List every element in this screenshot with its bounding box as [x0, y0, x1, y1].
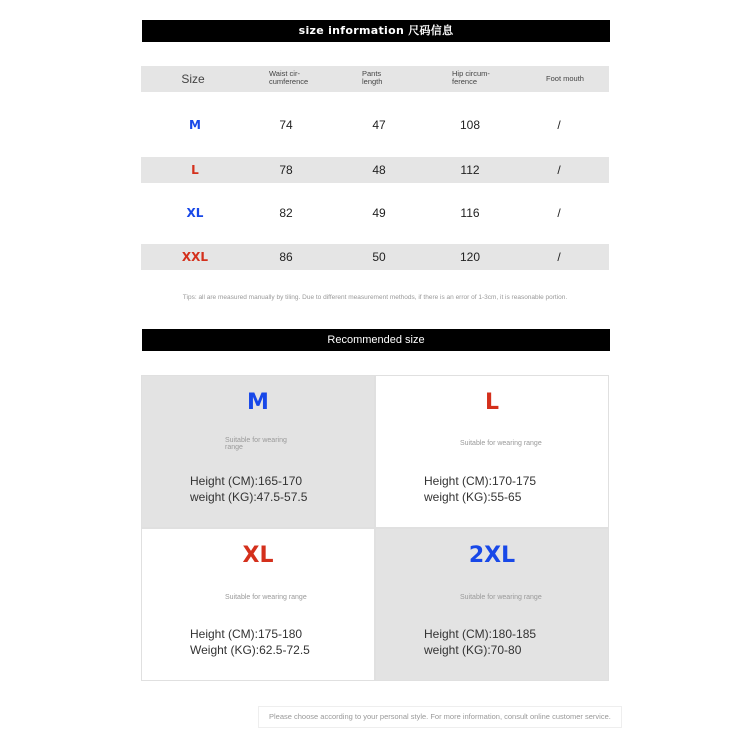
recommend-card-l [375, 375, 609, 528]
cell-hip: 108 [459, 118, 481, 132]
suitable-label: Suitable for wearing range [460, 440, 542, 447]
height-range: Height (CM):170-175 [424, 474, 537, 488]
cell-size: M [189, 118, 201, 132]
recommend-card-m [141, 375, 375, 528]
table-header [141, 66, 609, 92]
table-row [141, 112, 609, 138]
cell-pants: 49 [372, 206, 386, 220]
cell-foot: / [557, 206, 561, 220]
header-hip: Hip circum-ference [452, 69, 490, 86]
suitable-label: Suitable for wearing range [460, 594, 542, 601]
size-label: M [247, 390, 269, 415]
weight-range: Weight (KG):62.5-72.5 [190, 643, 310, 657]
size-information-title: size information 尺码信息 [142, 20, 610, 42]
height-range: Height (CM):180-185 [424, 627, 537, 641]
cell-waist: 86 [279, 250, 293, 264]
cell-foot: / [557, 250, 561, 264]
weight-range: weight (KG):47.5-57.5 [190, 490, 308, 504]
cell-hip: 112 [460, 163, 480, 177]
cell-waist: 82 [279, 206, 293, 220]
cell-pants: 47 [372, 118, 386, 132]
cell-size: XXL [181, 250, 209, 264]
header-pants: Pants length [362, 69, 383, 86]
table-row [141, 244, 609, 270]
recommended-size-title: Recommended size [142, 329, 610, 351]
cell-hip: 120 [459, 250, 481, 264]
cell-hip: 116 [460, 206, 480, 220]
range-info [424, 473, 536, 505]
size-label: XL [242, 543, 274, 568]
range-info [424, 626, 536, 658]
header-size: Size [181, 72, 205, 86]
cell-pants: 50 [372, 250, 386, 264]
header-foot: Foot mouth [546, 74, 584, 83]
table-row [141, 200, 609, 226]
weight-range: weight (KG):55-65 [424, 490, 522, 504]
header-waist: Waist cir-cumference [269, 69, 309, 86]
cell-foot: / [557, 118, 561, 132]
range-info [190, 473, 307, 505]
size-label: 2XL [468, 543, 516, 568]
footer-note: Please choose according to your personal style. For more information, consult online customer service. [258, 706, 622, 728]
suitable-label: Suitable for wearing range [225, 437, 287, 451]
recommend-card-xl [141, 528, 375, 681]
suitable-label: Suitable for wearing range [225, 594, 307, 601]
tips-text: Tips: all are measured manually by tiling. Due to different measurement methods, if there is an error of 1-3cm, it is reasonable portion. [182, 294, 568, 301]
range-info [190, 626, 310, 658]
weight-range: weight (KG):70-80 [424, 643, 522, 657]
size-label: L [484, 390, 500, 415]
height-range: Height (CM):165-170 [190, 474, 303, 488]
cell-size: XL [186, 206, 204, 220]
cell-waist: 78 [279, 163, 293, 177]
height-range: Height (CM):175-180 [190, 627, 303, 641]
recommend-card-2xl [375, 528, 609, 681]
cell-pants: 48 [372, 163, 386, 177]
cell-waist: 74 [279, 118, 293, 132]
cell-size: L [191, 163, 199, 177]
cell-foot: / [557, 163, 561, 177]
table-row [141, 157, 609, 183]
